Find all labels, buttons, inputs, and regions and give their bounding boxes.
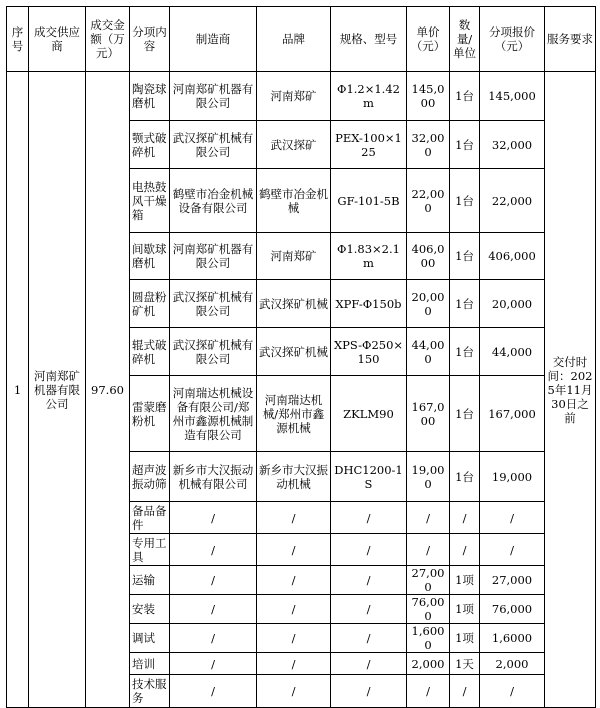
qty-cell: 1台 (450, 280, 480, 328)
manufacturer-cell: 武汉探矿机械有限公司 (170, 328, 257, 376)
unit-price-cell: 76,000 (407, 595, 450, 624)
qty-cell: 1项 (450, 566, 480, 595)
service-cell: 交付时间：2025年11月30日之前 (545, 72, 596, 708)
unit-price-cell: 1,6000 (407, 624, 450, 653)
item-cell: 安装 (130, 595, 170, 624)
brand-cell: 河南瑞达机械/郑州市鑫源机械 (257, 376, 331, 452)
item-cell: 调试 (130, 624, 170, 653)
procurement-result-table-wrapper (6, 6, 596, 708)
header-service: 服务要求 (545, 7, 596, 72)
spec-cell: XPF-Φ150b (331, 280, 407, 328)
header-item: 分项内容 (130, 7, 170, 72)
qty-cell: 1天 (450, 653, 480, 675)
brand-cell: / (257, 624, 331, 653)
item-cell: 陶瓷球磨机 (130, 72, 170, 121)
item-cell: 电热鼓风干燥箱 (130, 169, 170, 233)
qty-cell: / (450, 502, 480, 534)
unit-price-cell: / (407, 502, 450, 534)
qty-cell: 1台 (450, 169, 480, 233)
subtotal-cell: / (480, 534, 545, 566)
qty-cell: 1台 (450, 121, 480, 169)
manufacturer-cell: 武汉探矿机械有限公司 (170, 280, 257, 328)
header-row (7, 7, 596, 72)
subtotal-cell: 32,000 (480, 121, 545, 169)
item-cell: 雷蒙磨粉机 (130, 376, 170, 452)
qty-cell: 1项 (450, 595, 480, 624)
subtotal-cell: / (480, 502, 545, 534)
unit-price-cell: 20,000 (407, 280, 450, 328)
unit-price-cell: / (407, 534, 450, 566)
brand-cell: 河南郑矿 (257, 233, 331, 280)
header-manufacturer: 制造商 (170, 7, 257, 72)
brand-cell: / (257, 675, 331, 708)
subtotal-cell: 19,000 (480, 452, 545, 502)
item-cell: 培训 (130, 653, 170, 675)
spec-cell: / (331, 566, 407, 595)
manufacturer-cell: / (170, 502, 257, 534)
subtotal-cell: / (480, 675, 545, 708)
header-subtotal: 分项报价（元） (480, 7, 545, 72)
manufacturer-cell: / (170, 624, 257, 653)
subtotal-cell: 44,000 (480, 328, 545, 376)
manufacturer-cell: 河南郑矿机器有限公司 (170, 72, 257, 121)
item-cell: 技术服务 (130, 675, 170, 708)
spec-cell: XPS-Φ250×150 (331, 328, 407, 376)
unit-price-cell: / (407, 675, 450, 708)
item-cell: 圆盘粉矿机 (130, 280, 170, 328)
qty-cell: 1台 (450, 376, 480, 452)
qty-cell: 1台 (450, 233, 480, 280)
manufacturer-cell: / (170, 534, 257, 566)
brand-cell: 鹤壁市冶金机械 (257, 169, 331, 233)
subtotal-cell: 167,000 (480, 376, 545, 452)
manufacturer-cell: / (170, 595, 257, 624)
item-cell: 运输 (130, 566, 170, 595)
brand-cell: 河南郑矿 (257, 72, 331, 121)
item-cell: 备品备件 (130, 502, 170, 534)
header-qty: 数量/单位 (450, 7, 480, 72)
spec-cell: / (331, 502, 407, 534)
brand-cell: / (257, 653, 331, 675)
spec-cell: Φ1.83×2.1m (331, 233, 407, 280)
spec-cell: / (331, 595, 407, 624)
header-amount: 成交金额（万元） (86, 7, 130, 72)
brand-cell: 武汉探矿机械 (257, 280, 331, 328)
item-cell: 间歇球磨机 (130, 233, 170, 280)
unit-price-cell: 406,000 (407, 233, 450, 280)
procurement-result-table (6, 6, 596, 708)
header-spec: 规格、型号 (331, 7, 407, 72)
subtotal-cell: 76,000 (480, 595, 545, 624)
spec-cell: DHC1200-1S (331, 452, 407, 502)
spec-cell: ZKLM90 (331, 376, 407, 452)
unit-price-cell: 167,000 (407, 376, 450, 452)
spec-cell: Φ1.2×1.42m (331, 72, 407, 121)
subtotal-cell: 406,000 (480, 233, 545, 280)
spec-cell: / (331, 624, 407, 653)
spec-cell: / (331, 534, 407, 566)
qty-cell: 1项 (450, 624, 480, 653)
amount-cell: 97.60 (86, 72, 130, 708)
qty-cell: / (450, 675, 480, 708)
subtotal-cell: 2,000 (480, 653, 545, 675)
table-row (7, 72, 596, 121)
brand-cell: / (257, 502, 331, 534)
brand-cell: / (257, 566, 331, 595)
brand-cell: 武汉探矿 (257, 121, 331, 169)
unit-price-cell: 145,000 (407, 72, 450, 121)
manufacturer-cell: / (170, 653, 257, 675)
brand-cell: 武汉探矿机械 (257, 328, 331, 376)
unit-price-cell: 19,000 (407, 452, 450, 502)
unit-price-cell: 27,000 (407, 566, 450, 595)
brand-cell: 新乡市大汉振动机械 (257, 452, 331, 502)
manufacturer-cell: 武汉探矿机械有限公司 (170, 121, 257, 169)
header-seq: 序号 (7, 7, 29, 72)
unit-price-cell: 32,000 (407, 121, 450, 169)
header-supplier: 成交供应商 (29, 7, 86, 72)
manufacturer-cell: 新乡市大汉振动机械有限公司 (170, 452, 257, 502)
qty-cell: 1台 (450, 72, 480, 121)
brand-cell: / (257, 595, 331, 624)
qty-cell: 1台 (450, 452, 480, 502)
item-cell: 辊式破碎机 (130, 328, 170, 376)
header-brand: 品牌 (257, 7, 331, 72)
item-cell: 颚式破碎机 (130, 121, 170, 169)
subtotal-cell: 22,000 (480, 169, 545, 233)
spec-cell: / (331, 675, 407, 708)
spec-cell: / (331, 653, 407, 675)
spec-cell: PEX-100×125 (331, 121, 407, 169)
subtotal-cell: 1,6000 (480, 624, 545, 653)
unit-price-cell: 44,000 (407, 328, 450, 376)
spec-cell: GF-101-5B (331, 169, 407, 233)
supplier-cell: 河南郑矿机器有限公司 (29, 72, 86, 708)
item-cell: 专用工具 (130, 534, 170, 566)
header-unit-price: 单价（元） (407, 7, 450, 72)
subtotal-cell: 27,000 (480, 566, 545, 595)
subtotal-cell: 20,000 (480, 280, 545, 328)
seq-cell: 1 (7, 72, 29, 708)
subtotal-cell: 145,000 (480, 72, 545, 121)
unit-price-cell: 2,000 (407, 653, 450, 675)
manufacturer-cell: 鹤壁市冶金机械设备有限公司 (170, 169, 257, 233)
manufacturer-cell: / (170, 675, 257, 708)
qty-cell: 1台 (450, 328, 480, 376)
manufacturer-cell: 河南郑矿机器有限公司 (170, 233, 257, 280)
brand-cell: / (257, 534, 331, 566)
manufacturer-cell: 河南瑞达机械设备有限公司/郑州市鑫源机械制造有限公司 (170, 376, 257, 452)
manufacturer-cell: / (170, 566, 257, 595)
unit-price-cell: 22,000 (407, 169, 450, 233)
item-cell: 超声波振动筛 (130, 452, 170, 502)
qty-cell: / (450, 534, 480, 566)
